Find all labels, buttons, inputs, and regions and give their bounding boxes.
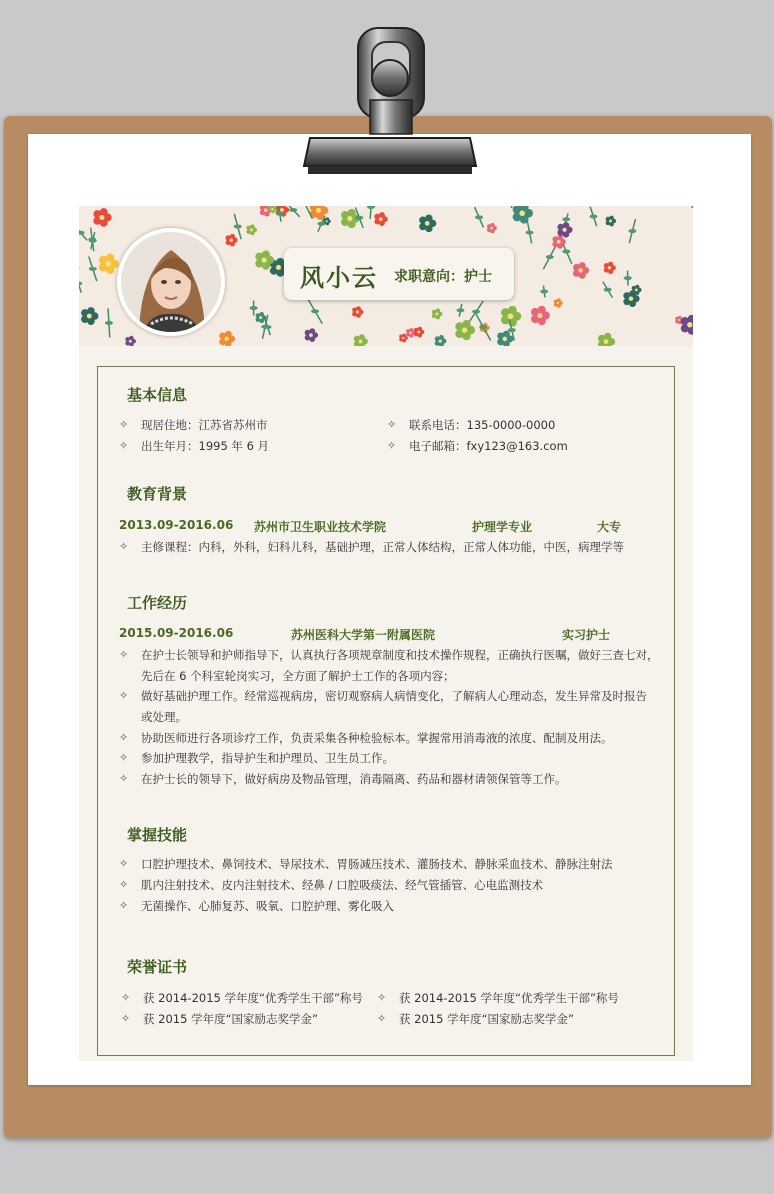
bullet-icon: ✧ <box>119 418 129 431</box>
edu-school: 苏州市卫生职业技术学院 <box>254 520 387 534</box>
edu-period: 2013.09-2016.06 <box>119 518 234 532</box>
info-birth: 出生年月：1995 年 6 月 <box>141 439 270 453</box>
honor-item: 获 2015 学年度“国家励志奖学金” <box>399 1012 574 1026</box>
bullet-icon: ✧ <box>119 899 129 912</box>
section-title-honors: 荣誉证书 <box>127 958 188 976</box>
skill-line: 口腔护理技术、鼻饲技术、导尿技术、胃肠减压技术、灌肠技术、静脉采血技术、静脉注射法 <box>141 857 613 871</box>
work-line: 参加护理教学，指导护生和护理员、卫生员工作。 <box>141 751 394 765</box>
work-line: 或处理。 <box>141 710 187 724</box>
avatar <box>117 228 225 336</box>
bullet-icon: ✧ <box>119 731 129 744</box>
bullet-icon: ✧ <box>119 751 129 764</box>
work-line: 协助医师进行各项诊疗工作，负责采集各种检验标本。掌握常用消毒液的浓度、配制及用法。 <box>141 731 613 745</box>
bullet-icon: ✧ <box>119 772 129 785</box>
work-company: 苏州医科大学第一附属医院 <box>291 628 436 642</box>
bullet-icon: ✧ <box>387 418 397 431</box>
info-phone: 联系电话：135-0000-0000 <box>409 418 556 432</box>
bullet-icon: ✧ <box>119 648 129 661</box>
work-position: 实习护士 <box>562 628 611 642</box>
bullet-icon: ✧ <box>377 1012 387 1025</box>
skill-line: 无菌操作、心肺复苏、吸氧、口腔护理、雾化吸入 <box>141 899 394 913</box>
bullet-icon: ✧ <box>119 439 129 452</box>
bullet-icon: ✧ <box>121 1012 131 1025</box>
work-line: 在护士长领导和护师指导下，认真执行各项规章制度和技术操作规程，正确执行医嘱，做好三查七对， <box>141 648 659 662</box>
skill-line: 肌内注射技术、皮内注射技术、经鼻 / 口腔吸痰法、经气管插管、心电监测技术 <box>141 878 544 892</box>
info-email: 电子邮箱：fxy123@163.com <box>409 439 568 453</box>
resume-page <box>79 206 693 1061</box>
work-period: 2015.09-2016.06 <box>119 626 234 640</box>
section-title-skills: 掌握技能 <box>127 826 188 844</box>
bullet-icon: ✧ <box>121 991 131 1004</box>
bullet-icon: ✧ <box>119 540 129 553</box>
section-title-education: 教育背景 <box>127 485 188 503</box>
job-intent: 求职意向：护士 <box>394 269 492 285</box>
edu-courses: 主修课程：内科，外科，妇科儿科，基础护理，正常人体结构，正常人体功能，中医，病理学等 <box>141 540 624 554</box>
bullet-icon: ✧ <box>387 439 397 452</box>
name-card <box>284 248 514 300</box>
bullet-icon: ✧ <box>119 857 129 870</box>
section-title-work: 工作经历 <box>127 594 188 612</box>
section-title-basic: 基本信息 <box>127 386 188 404</box>
edu-degree: 大专 <box>597 520 622 534</box>
floral-banner <box>79 206 693 346</box>
bullet-icon: ✧ <box>377 991 387 1004</box>
work-line: 在护士长的领导下，做好病房及物品管理，消毒隔离、药品和器材请领保管等工作。 <box>141 772 567 786</box>
candidate-name: 风小云 <box>300 264 378 292</box>
honor-item: 获 2014-2015 学年度“优秀学生干部”称号 <box>399 991 619 1005</box>
honor-item: 获 2015 学年度“国家励志奖学金” <box>143 1012 318 1026</box>
work-line: 先后在 6 个科室轮岗实习，全方面了解护士工作的各项内容； <box>141 669 455 683</box>
bullet-icon: ✧ <box>119 878 129 891</box>
edu-major: 护理学专业 <box>472 520 533 534</box>
info-address: 现居住地：江苏省苏州市 <box>141 418 268 432</box>
bullet-icon: ✧ <box>119 689 129 702</box>
work-line: 做好基础护理工作。经常巡视病房，密切观察病人病情变化，了解病人心理动态，发生异常及时报告 <box>141 689 647 703</box>
binder-clip-icon <box>300 20 480 180</box>
honor-item: 获 2014-2015 学年度“优秀学生干部”称号 <box>143 991 363 1005</box>
portrait-photo-icon <box>121 232 221 332</box>
